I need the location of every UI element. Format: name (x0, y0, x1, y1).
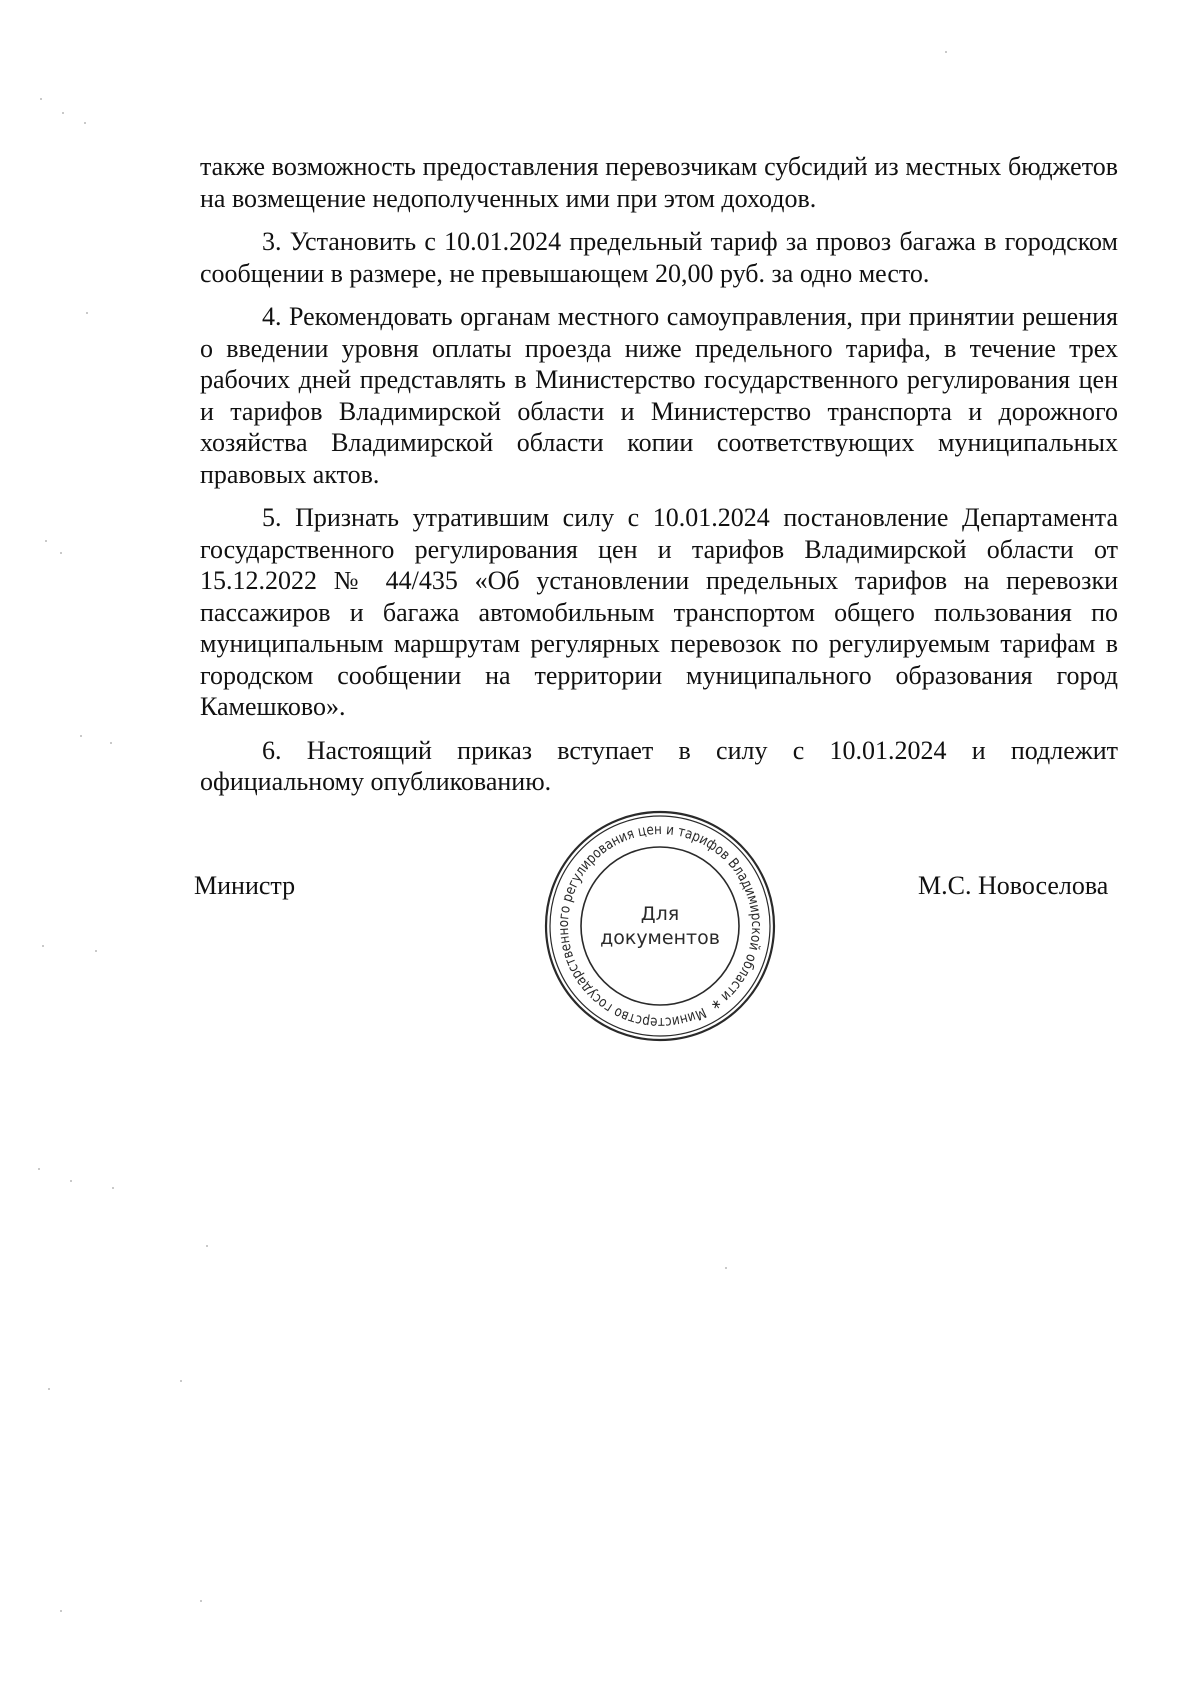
signatory-title: Министр (194, 871, 296, 900)
scan-speck (38, 1168, 40, 1170)
scan-speck (84, 122, 86, 124)
seal-outer-ring-inner (550, 816, 770, 1036)
paragraph-3: 3. Установить с 10.01.2024 предельный тариф за провоз багажа в городском сообщении в размере, не превышающем 20,00 руб. за одно место. (200, 227, 1118, 288)
scan-speck (42, 945, 44, 947)
paragraph-5: 5. Признать утратившим силу с 10.01.2024 постановление Департамента государственного регулирования цен и тарифов Владимирской области от 15.12.2022 № 44/435 «Об установлении предельных тарифов на перевозки пассажиров и багажа автомобильным транспортом общего пользования по муниципальным маршрутам регулярных перевозок по регулируемым тарифам в городском сообщении на территории муниципального образования город Камешково». (200, 503, 1118, 721)
scan-speck (200, 1600, 202, 1602)
signatory-name: М.С. Новоселова (918, 871, 1109, 900)
seal-center-line-2: документов (600, 927, 720, 949)
seal-center-line-1: Для (640, 903, 680, 925)
document-body (200, 151, 1118, 810)
scan-speck (62, 112, 64, 114)
scan-speck (206, 1245, 208, 1247)
scan-speck (95, 950, 97, 952)
scan-speck (180, 1380, 182, 1382)
official-seal (540, 806, 780, 1046)
scan-speck (80, 735, 82, 737)
scan-speck (112, 1187, 114, 1189)
scan-speck (110, 742, 112, 744)
scan-speck (45, 540, 47, 542)
scan-speck (945, 51, 947, 53)
scan-speck (725, 1267, 727, 1269)
scan-speck (86, 312, 88, 314)
paragraph-4: 4. Рекомендовать органам местного самоуправления, при принятии решения о введении уровня оплаты проезда ниже предельного тарифа, в течение трех рабочих дней представлять в Министерство государственного регулирования цен и тарифов Владимирской области и Министерство транспорта и дорожного хозяйства Владимирской области копии соответствующих муниципальных правовых актов. (200, 302, 1118, 489)
paragraph-6: 6. Настоящий приказ вступает в силу с 10.01.2024 и подлежит официальному опубликованию. (200, 735, 1118, 796)
scan-speck (70, 1180, 72, 1182)
seal-inner-ring (581, 847, 739, 1005)
scan-speck (60, 552, 62, 554)
seal-graphic (540, 806, 780, 1046)
scan-speck (48, 1388, 50, 1390)
seal-ring-text: Министерство государственного регулирования цен и тарифов Владимирской области ∗ (555, 821, 765, 1031)
scan-speck (60, 1610, 62, 1612)
paragraph-continuation: также возможность предоставления перевозчикам субсидий из местных бюджетов на возмещение недополученных ими при этом доходов. (200, 152, 1118, 213)
scan-speck (40, 98, 42, 100)
